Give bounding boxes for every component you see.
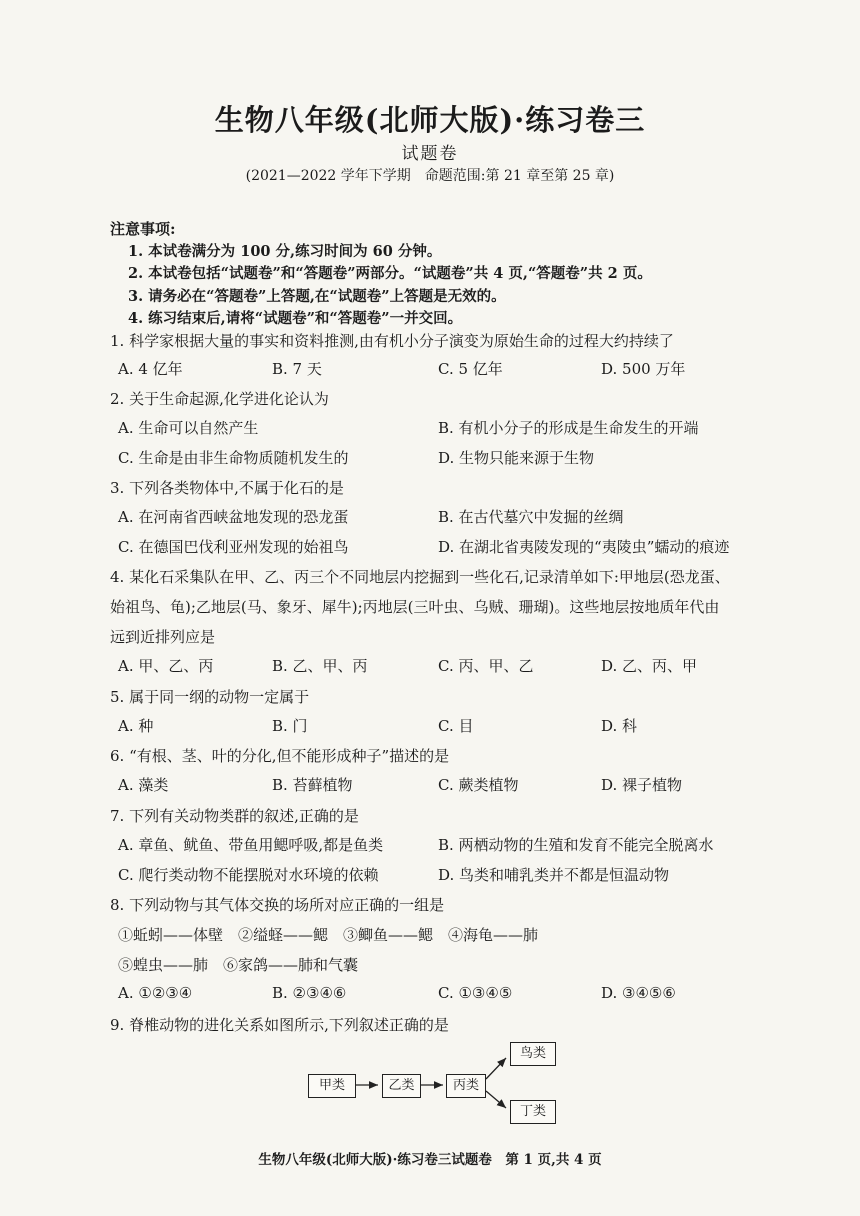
q7-option-a: A. 章鱼、鱿鱼、带鱼用鳃呼吸,都是鱼类 <box>118 836 384 854</box>
q8-option-b: B. ②③④⑥ <box>272 984 347 1002</box>
q3-option-b: B. 在古代墓穴中发掘的丝绸 <box>438 508 624 526</box>
note-item: 1. 本试卷满分为 100 分,练习时间为 60 分钟。 <box>128 243 442 260</box>
q4-option-b: B. 乙、甲、丙 <box>272 657 368 675</box>
q7-option-d: D. 鸟类和哺乳类并不都是恒温动物 <box>438 866 670 884</box>
q6-option-c: C. 蕨类植物 <box>438 776 519 794</box>
q8-option-c: C. ①③④⑤ <box>438 984 513 1002</box>
q2-option-a: A. 生命可以自然产生 <box>118 419 259 437</box>
question-4-stem-line: 远到近排列应是 <box>110 628 216 646</box>
q7-option-c: C. 爬行类动物不能摆脱对水环境的依赖 <box>118 866 379 884</box>
node-jia: 甲类 <box>308 1074 356 1098</box>
q8-item-line: ①蚯蚓——体壁 ②缢蛏——鳃 ③鲫鱼——鳃 ④海龟——肺 <box>118 926 539 944</box>
arrow-bing-bird <box>486 1058 506 1079</box>
q6-option-b: B. 苔藓植物 <box>272 776 353 794</box>
q8-item-line: ⑤蝗虫——肺 ⑥家鸽——肺和气囊 <box>118 956 359 974</box>
question-7-stem: 7. 下列有关动物类群的叙述,正确的是 <box>110 807 359 825</box>
question-8-stem: 8. 下列动物与其气体交换的场所对应正确的一组是 <box>110 896 445 914</box>
exam-meta: (2021—2022 学年下学期 命题范围:第 21 章至第 25 章) <box>245 168 615 184</box>
node-ding: 丁类 <box>510 1100 556 1124</box>
notes-heading: 注意事项: <box>110 220 176 238</box>
q3-option-c: C. 在德国巴伐利亚州发现的始祖鸟 <box>118 538 349 556</box>
q5-option-d: D. 科 <box>601 717 638 735</box>
q4-option-d: D. 乙、丙、甲 <box>601 657 698 675</box>
q8-option-a: A. ①②③④ <box>118 984 193 1002</box>
node-yi: 乙类 <box>382 1074 421 1098</box>
question-4-stem-line: 4. 某化石采集队在甲、乙、丙三个不同地层内挖掘到一些化石,记录清单如下:甲地层(恐龙蛋、 <box>110 568 730 586</box>
q1-option-d: D. 500 万年 <box>601 360 686 378</box>
vertebrate-evolution-diagram <box>300 1036 580 1126</box>
note-item: 4. 练习结束后,请将“试题卷”和“答题卷”一并交回。 <box>128 310 463 327</box>
q7-option-b: B. 两栖动物的生殖和发育不能完全脱离水 <box>438 836 714 854</box>
q3-option-d: D. 在湖北省夷陵发现的“夷陵虫”蠕动的痕迹 <box>438 538 730 556</box>
page-footer: 生物八年级(北师大版)·练习卷三试题卷 第 1 页,共 4 页 <box>258 1152 602 1168</box>
node-bird: 鸟类 <box>510 1042 556 1066</box>
q5-option-a: A. 种 <box>118 717 154 735</box>
q5-option-c: C. 目 <box>438 717 474 735</box>
q6-option-a: A. 藻类 <box>118 776 169 794</box>
q2-option-b: B. 有机小分子的形成是生命发生的开端 <box>438 419 699 437</box>
q6-option-d: D. 裸子植物 <box>601 776 683 794</box>
q1-option-c: C. 5 亿年 <box>438 360 503 378</box>
node-bing: 丙类 <box>446 1074 486 1098</box>
q4-option-a: A. 甲、乙、丙 <box>118 657 214 675</box>
q2-option-d: D. 生物只能来源于生物 <box>438 449 595 467</box>
page-title: 生物八年级(北师大版)·练习卷三 <box>214 103 646 137</box>
question-4-stem-line: 始祖鸟、龟);乙地层(马、象牙、犀牛);丙地层(三叶虫、乌贼、珊瑚)。这些地层按地质年代由 <box>110 598 720 616</box>
question-1-stem: 1. 科学家根据大量的事实和资料推测,由有机小分子演变为原始生命的过程大约持续了 <box>110 332 674 350</box>
question-9-stem: 9. 脊椎动物的进化关系如图所示,下列叙述正确的是 <box>110 1016 449 1034</box>
page-subtitle: 试题卷 <box>401 144 459 164</box>
arrow-bing-ding <box>486 1091 506 1108</box>
question-2-stem: 2. 关于生命起源,化学进化论认为 <box>110 390 329 408</box>
q1-option-a: A. 4 亿年 <box>118 360 183 378</box>
note-item: 2. 本试卷包括“试题卷”和“答题卷”两部分。“试题卷”共 4 页,“答题卷”共 2 页。 <box>128 265 652 282</box>
q4-option-c: C. 丙、甲、乙 <box>438 657 534 675</box>
question-3-stem: 3. 下列各类物体中,不属于化石的是 <box>110 479 344 497</box>
q3-option-a: A. 在河南省西峡盆地发现的恐龙蛋 <box>118 508 349 526</box>
question-6-stem: 6. “有根、茎、叶的分化,但不能形成种子”描述的是 <box>110 747 450 765</box>
question-5-stem: 5. 属于同一纲的动物一定属于 <box>110 688 310 706</box>
q5-option-b: B. 门 <box>272 717 308 735</box>
q1-option-b: B. 7 天 <box>272 360 322 378</box>
q8-option-d: D. ③④⑤⑥ <box>601 984 676 1002</box>
q2-option-c: C. 生命是由非生命物质随机发生的 <box>118 449 349 467</box>
note-item: 3. 请务必在“答题卷”上答题,在“试题卷”上答题是无效的。 <box>128 288 506 305</box>
